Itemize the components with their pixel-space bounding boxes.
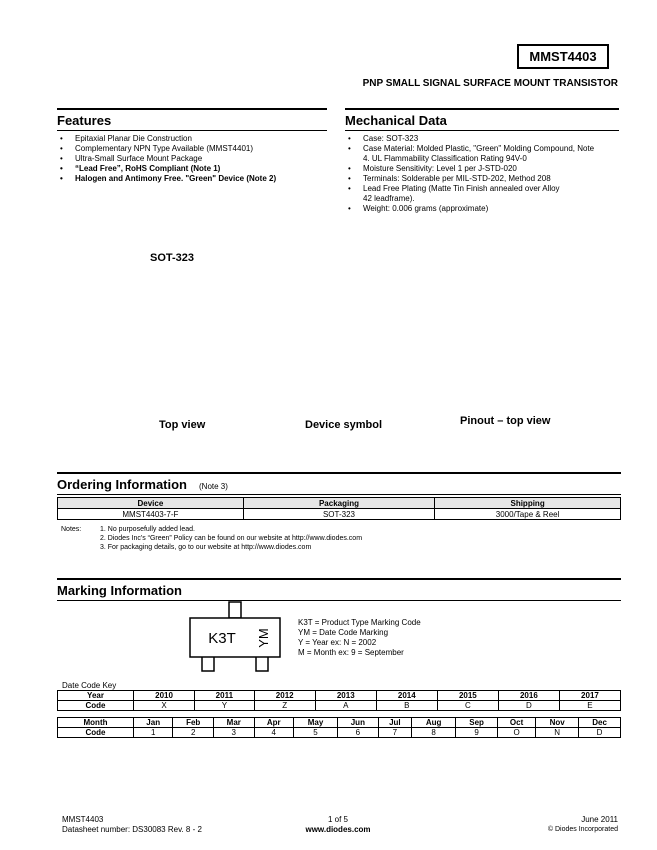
table-header-cell: Feb <box>173 718 214 728</box>
ordering-section <box>57 472 621 555</box>
table-cell: 3 <box>213 728 254 738</box>
note-item: 3. For packaging details, go to our website at http://www.diodes.com <box>100 544 312 551</box>
table-row <box>58 728 621 738</box>
list-item: • “Lead Free”, RoHS Compliant (Note 1) <box>57 164 327 174</box>
mechanical-list <box>345 134 619 214</box>
table-header-cell: Sep <box>456 718 498 728</box>
table-cell: 9 <box>456 728 498 738</box>
list-item: • Case: SOT-323 <box>345 134 619 144</box>
table-row <box>58 701 621 711</box>
table-header-cell: Year <box>58 691 134 701</box>
table-header-cell: 2010 <box>134 691 195 701</box>
table-header-cell: Packaging <box>243 498 434 509</box>
table-header-cell: Apr <box>254 718 293 728</box>
features-list <box>57 134 327 184</box>
table-header-cell: Shipping <box>435 498 621 509</box>
package-label: SOT-323 <box>150 252 195 264</box>
legend-item: M = Month ex: 9 = September <box>298 648 404 657</box>
document-subtitle: PNP SMALL SIGNAL SURFACE MOUNT TRANSISTOR <box>362 78 618 89</box>
table-header-cell: 2012 <box>254 691 315 701</box>
legend-item: Y = Year ex: N = 2002 <box>298 638 377 647</box>
table-cell: Y <box>195 701 255 711</box>
top-view-caption: Top view <box>159 419 206 431</box>
table-cell: Code <box>58 701 134 711</box>
marking-heading: Marking Information <box>57 578 621 601</box>
marking-section <box>57 578 621 601</box>
table-cell: Z <box>254 701 315 711</box>
part-number-box <box>517 44 609 69</box>
mechanical-section <box>345 108 619 214</box>
part-number: MMST4403 <box>529 49 597 64</box>
table-header-cell: 2017 <box>559 691 620 701</box>
table-header-cell: 2011 <box>195 691 255 701</box>
marking-code-text: K3T <box>208 630 236 647</box>
footer-website-link[interactable]: www.diodes.com <box>305 825 371 834</box>
footer-left <box>62 815 202 835</box>
features-section <box>57 108 327 184</box>
device-symbol-caption: Device symbol <box>305 419 383 431</box>
table-cell: 7 <box>378 728 411 738</box>
table-cell: E <box>559 701 620 711</box>
list-item: • Case Material: Molded Plastic, "Green" Molding Compound, Note 4. UL Flammability Classification Rating 94V-0 <box>345 144 619 164</box>
footer-right <box>480 815 618 835</box>
ordering-note-ref: (Note 3) <box>199 482 228 491</box>
table-header-cell: 2013 <box>315 691 376 701</box>
notes-label: Notes: <box>61 526 82 533</box>
list-item: • Halogen and Antimony Free. "Green" Device (Note 2) <box>57 174 327 184</box>
table-cell: 8 <box>412 728 456 738</box>
legend-item: K3T = Product Type Marking Code <box>298 618 421 627</box>
table-header-cell: Jan <box>134 718 173 728</box>
table-header-row <box>58 718 621 728</box>
table-cell: C <box>437 701 498 711</box>
ordering-heading <box>57 472 621 495</box>
table-cell: 3000/Tape & Reel <box>435 509 621 520</box>
footer-date: June 2011 <box>581 815 618 824</box>
list-item: • Weight: 0.006 grams (approximate) <box>345 204 619 214</box>
note-item: 1. No purposefully added lead. <box>100 526 195 533</box>
table-cell: N <box>536 728 579 738</box>
table-cell: 6 <box>338 728 379 738</box>
table-header-cell: Dec <box>579 718 621 728</box>
list-item: • Ultra-Small Surface Mount Package <box>57 154 327 164</box>
package-pin-bottom-right <box>256 656 268 671</box>
table-header-cell: Nov <box>536 718 579 728</box>
mechanical-heading: Mechanical Data <box>345 108 619 131</box>
ordering-table <box>57 497 621 520</box>
table-cell: 1 <box>134 728 173 738</box>
table-header-cell: Jul <box>378 718 411 728</box>
table-cell: Code <box>58 728 134 738</box>
marking-legend <box>298 618 421 658</box>
marking-diagram <box>188 598 288 678</box>
table-header-cell: 2016 <box>498 691 559 701</box>
table-cell: MMST4403-7-F <box>58 509 244 520</box>
table-cell: 2 <box>173 728 214 738</box>
table-header-cell: 2014 <box>376 691 437 701</box>
legend-item: YM = Date Code Marking <box>298 628 389 637</box>
footer-datasheet: Datasheet number: DS30083 Rev. 8 - 2 <box>62 825 202 834</box>
table-cell: X <box>134 701 195 711</box>
table-cell: D <box>579 728 621 738</box>
year-code-table <box>57 690 621 711</box>
pinout-caption: Pinout – top view <box>460 415 551 427</box>
table-header-cell: Month <box>58 718 134 728</box>
table-cell: B <box>376 701 437 711</box>
date-code-key-label: Date Code Key <box>62 681 117 690</box>
note-item: 2. Diodes Inc's “Green” Policy can be found on our website at http://www.diodes.com <box>100 535 363 542</box>
ordering-title: Ordering Information <box>57 477 187 492</box>
table-header-cell: Device <box>58 498 244 509</box>
list-item: • Terminals: Solderable per MIL-STD-202, Method 208 <box>345 174 619 184</box>
table-cell: D <box>498 701 559 711</box>
table-header-row <box>58 498 621 509</box>
list-item: • Complementary NPN Type Available (MMST4401) <box>57 144 327 154</box>
list-item: • Moisture Sensitivity: Level 1 per J-STD-020 <box>345 164 619 174</box>
table-cell: 4 <box>254 728 293 738</box>
table-header-cell: 2015 <box>437 691 498 701</box>
footer-page: 1 of 5 <box>327 815 348 824</box>
table-cell: O <box>497 728 535 738</box>
table-cell: A <box>315 701 376 711</box>
footer-copyright: © Diodes Incorporated <box>547 826 618 833</box>
table-cell: SOT-323 <box>243 509 434 520</box>
list-item: • Lead Free Plating (Matte Tin Finish annealed over Alloy 42 leadframe). <box>345 184 619 204</box>
table-header-cell: Oct <box>497 718 535 728</box>
table-cell: 5 <box>293 728 337 738</box>
package-pin-bottom-left <box>202 656 214 671</box>
ordering-notes <box>57 525 621 555</box>
table-header-cell: Mar <box>213 718 254 728</box>
table-header-cell: Jun <box>338 718 379 728</box>
table-header-row <box>58 691 621 701</box>
table-header-cell: May <box>293 718 337 728</box>
table-header-cell: Aug <box>412 718 456 728</box>
notes-list <box>100 525 362 552</box>
marking-ym-text: YM <box>256 628 271 648</box>
table-row <box>58 509 621 520</box>
month-code-table <box>57 717 621 738</box>
list-item: • Epitaxial Planar Die Construction <box>57 134 327 144</box>
package-pin-top <box>229 602 241 618</box>
footer-center <box>278 815 398 835</box>
footer-part: MMST4403 <box>62 815 104 824</box>
features-heading: Features <box>57 108 327 131</box>
